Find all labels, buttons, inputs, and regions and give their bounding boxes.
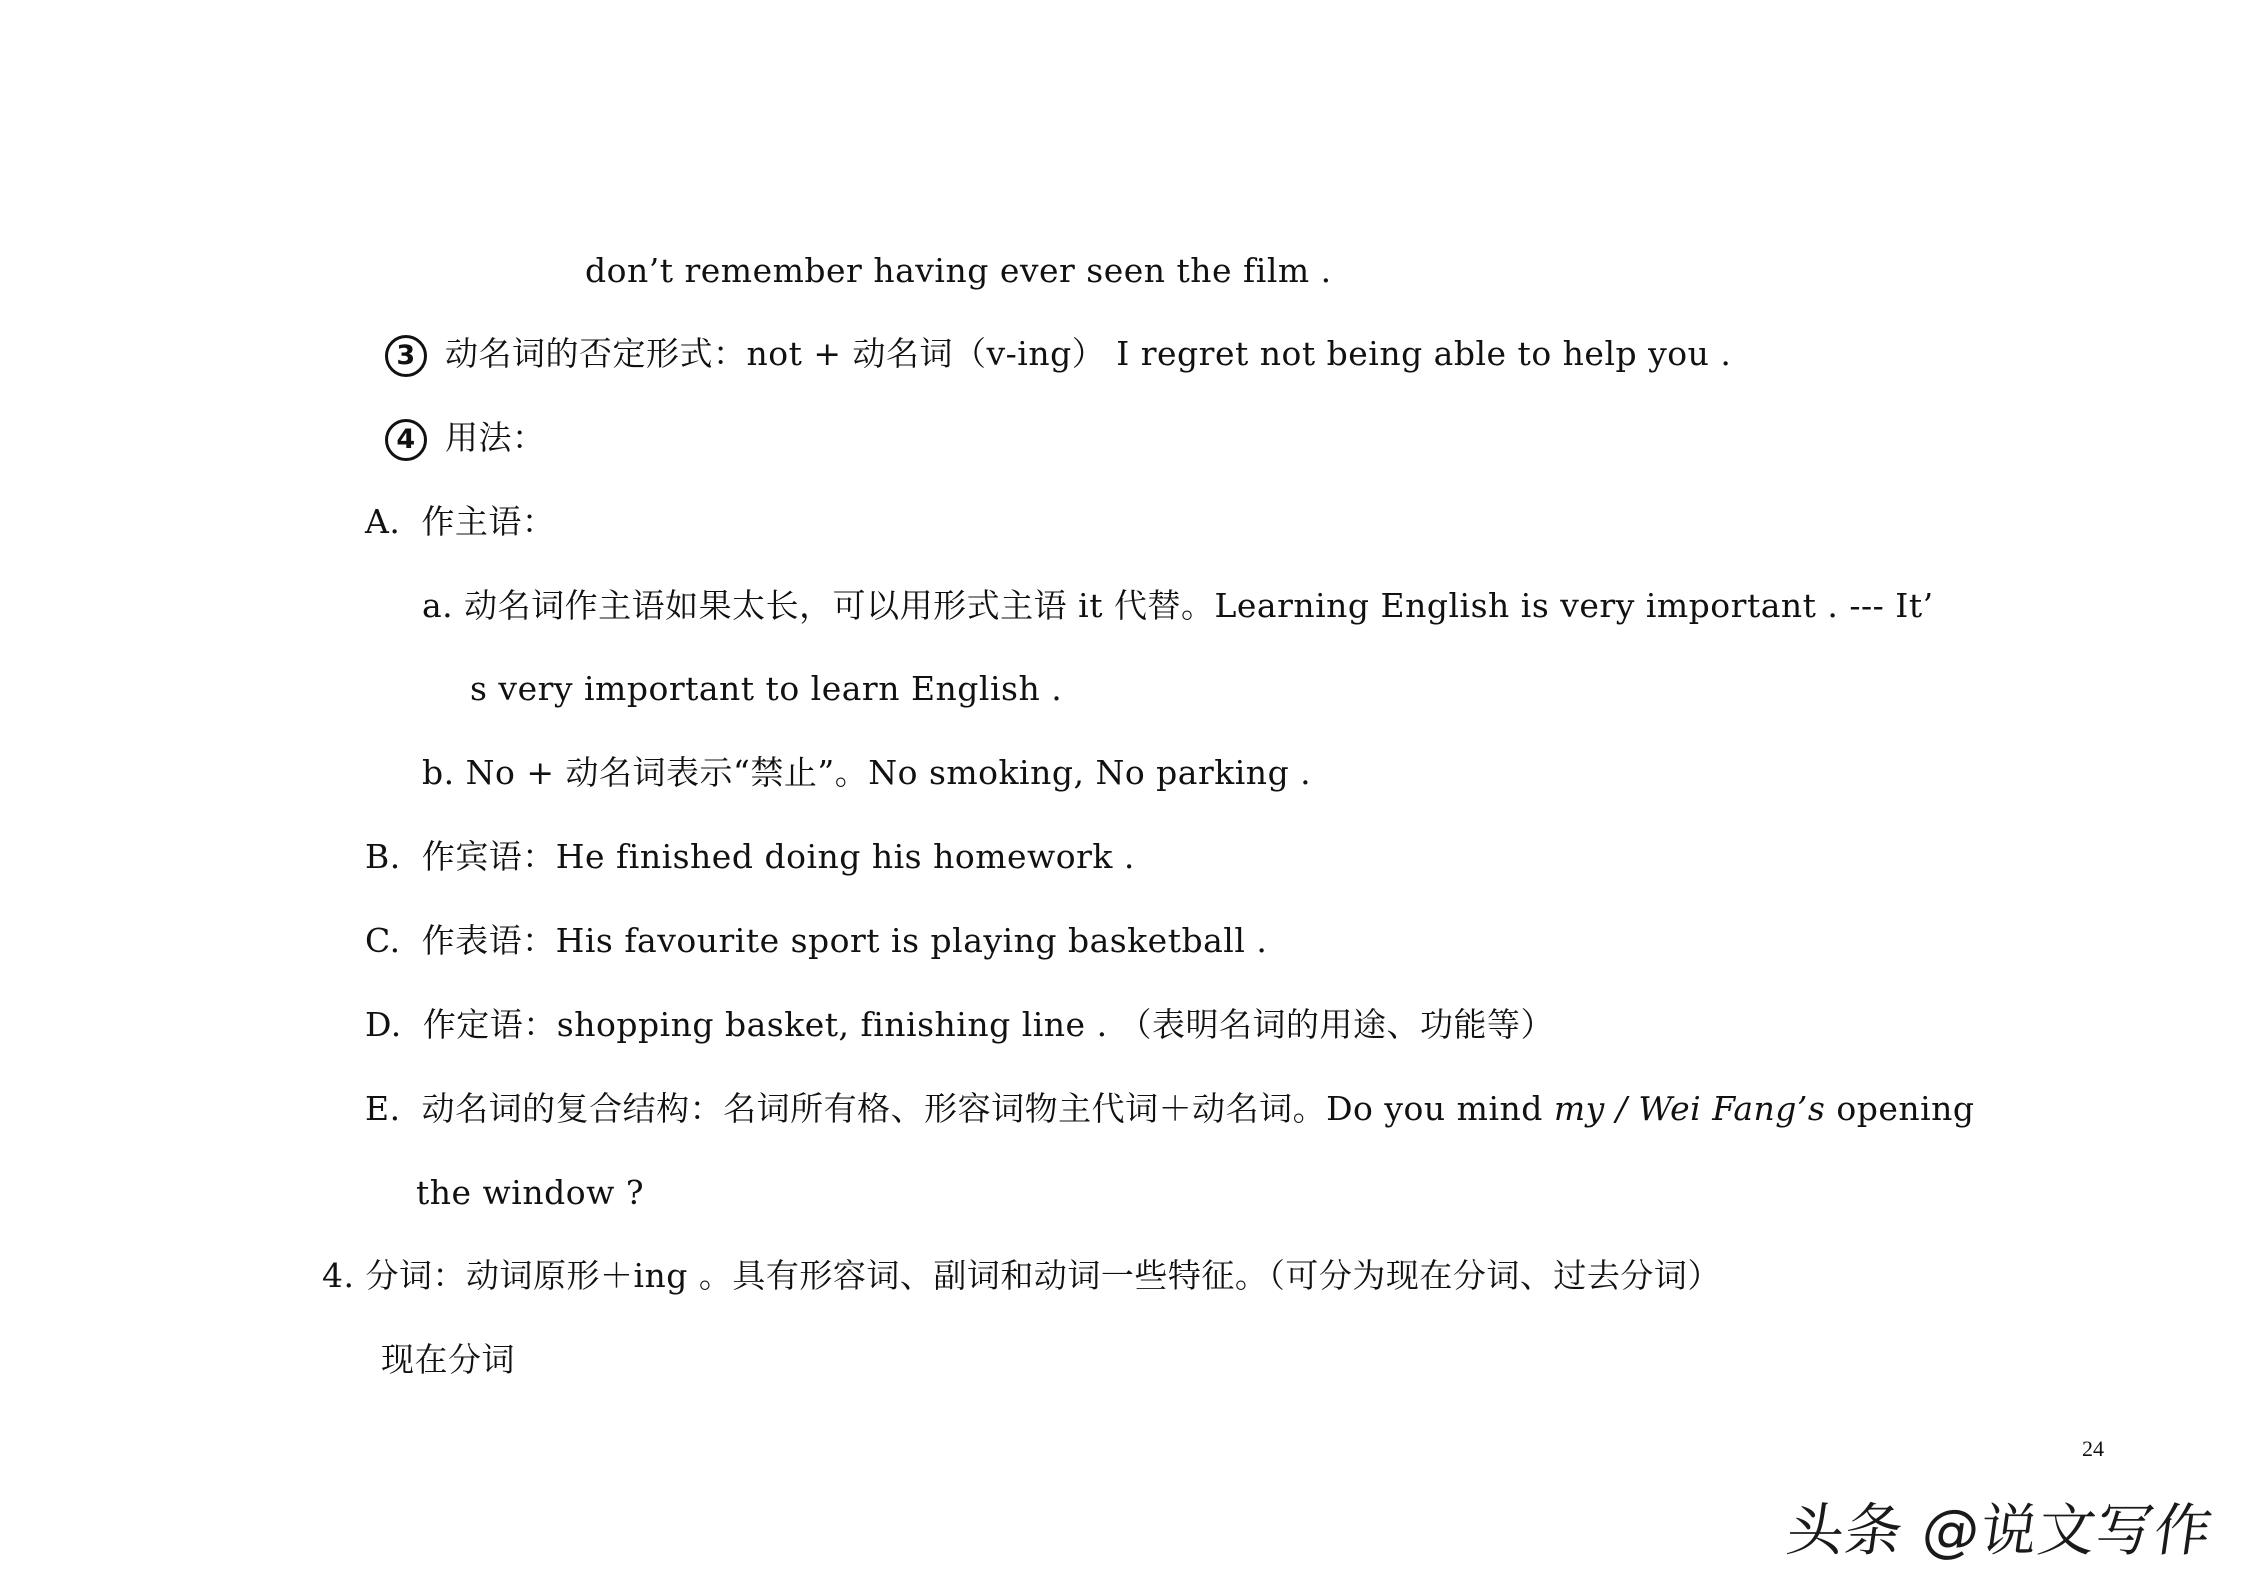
circled-number: 3: [385, 335, 427, 377]
text-line: [385, 416, 546, 461]
line-text: 用法：: [445, 418, 546, 457]
italic-text: my / Wei Fang’s: [1553, 1089, 1826, 1128]
page-number: 24: [2082, 1436, 2104, 1461]
text-line: s very important to learn English .: [470, 669, 1063, 708]
text-line: [365, 1087, 1975, 1131]
text-line: [365, 919, 1267, 963]
line-text: 作宾语：He finished doing his homework .: [421, 837, 1135, 876]
text-line: a. 动名词作主语如果太长，可以用形式主语 it 代替。Learning English is very important . --- It’: [422, 586, 1934, 625]
text-line: 4. 分词：动词原形＋ing 。具有形容词、副词和动词一些特征。（可分为现在分词、过去分词）: [322, 1256, 1721, 1295]
line-text: 作表语：His favourite sport is playing basketball .: [421, 921, 1268, 960]
item-label: C.: [365, 921, 401, 960]
text-line: the window ?: [416, 1173, 645, 1212]
line-text: 作主语：: [421, 502, 556, 541]
watermark: 头条 @说文写作: [1782, 1498, 2218, 1564]
text-line: [365, 500, 555, 544]
text-line: [365, 1003, 1554, 1047]
text-line: [365, 835, 1135, 879]
item-label: E.: [365, 1089, 401, 1128]
item-label: B.: [365, 837, 401, 876]
item-label: D.: [365, 1005, 402, 1044]
text-line: 现在分词: [381, 1340, 515, 1379]
line-text: opening: [1825, 1089, 1975, 1128]
item-label: A.: [365, 502, 401, 541]
text-line: don’t remember having ever seen the film .: [585, 251, 1332, 290]
text-line: [385, 332, 1731, 377]
line-text: 作定语：shopping basket, finishing line . （表明名词的用途、功能等）: [422, 1005, 1555, 1044]
line-text: 动名词的复合结构：名词所有格、形容词物主代词＋动名词。Do you mind: [421, 1089, 1554, 1128]
circled-number: 4: [385, 419, 427, 461]
text-line: b. No + 动名词表示“禁止”。No smoking, No parking .: [422, 753, 1312, 792]
line-text: 动名词的否定形式：not + 动名词（v-ing） I regret not being able to help you .: [445, 334, 1732, 373]
